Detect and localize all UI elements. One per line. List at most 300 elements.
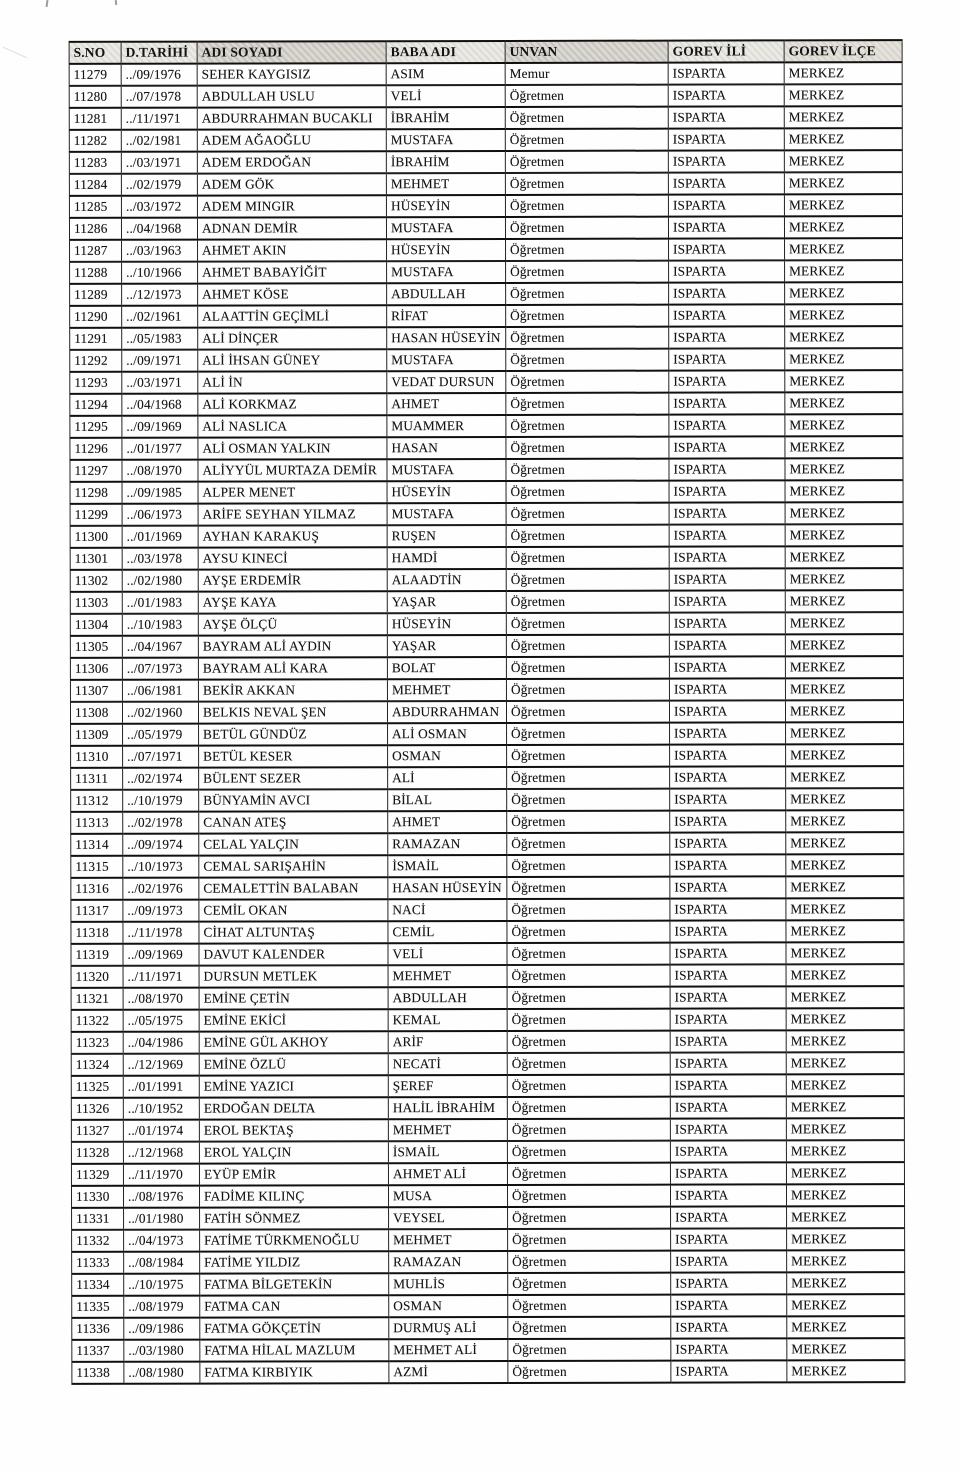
- cell-s-no: 11304: [70, 614, 122, 636]
- cell-gorev-ilce: MERKEZ: [785, 370, 903, 392]
- cell-gorev-ilce: MERKEZ: [786, 1184, 904, 1206]
- cell-unvan: Öğretmen: [506, 239, 669, 261]
- column-header-s-no: S.NO: [69, 42, 121, 64]
- table-row: [70, 326, 903, 350]
- cell-unvan: Öğretmen: [506, 349, 669, 371]
- cell-gorev-ili: ISPARTA: [670, 920, 786, 942]
- cell-unvan: Öğretmen: [505, 151, 668, 173]
- cell-d-tarihi: ../09/1976: [121, 64, 197, 86]
- table-row: [70, 414, 903, 438]
- table-row: [71, 920, 904, 944]
- table-row: [70, 612, 903, 636]
- cell-s-no: 11314: [71, 834, 123, 856]
- cell-unvan: Öğretmen: [505, 195, 668, 217]
- cell-adi-soyadi: EMİNE ÇETİN: [199, 987, 388, 1009]
- cell-s-no: 11289: [70, 284, 122, 306]
- cell-gorev-ilce: MERKEZ: [787, 1250, 905, 1272]
- cell-baba-adi: RAMAZAN: [389, 1251, 508, 1273]
- cell-gorev-ili: ISPARTA: [668, 216, 784, 238]
- cell-s-no: 11290: [70, 306, 122, 328]
- cell-baba-adi: VELİ: [386, 85, 505, 107]
- cell-d-tarihi: ../04/1973: [124, 1230, 200, 1252]
- cell-unvan: Öğretmen: [508, 1273, 671, 1295]
- cell-adi-soyadi: BEKİR AKKAN: [198, 679, 387, 701]
- cell-unvan: Öğretmen: [507, 899, 670, 921]
- cell-gorev-ili: ISPARTA: [670, 810, 786, 832]
- cell-adi-soyadi: CEMALETTİN BALABAN: [199, 877, 388, 899]
- cell-s-no: 11321: [71, 988, 123, 1010]
- cell-gorev-ili: ISPARTA: [669, 326, 785, 348]
- table-row: [72, 1360, 905, 1384]
- cell-gorev-ili: ISPARTA: [670, 744, 786, 766]
- table-row: [72, 1294, 905, 1318]
- cell-unvan: Öğretmen: [505, 85, 668, 107]
- cell-d-tarihi: ../01/1974: [123, 1120, 199, 1142]
- table-row: [70, 392, 903, 416]
- table-row: [71, 898, 904, 922]
- cell-d-tarihi: ../02/1960: [122, 702, 198, 724]
- cell-unvan: Öğretmen: [507, 921, 670, 943]
- cell-baba-adi: ABDULLAH: [388, 987, 507, 1009]
- cell-d-tarihi: ../05/1975: [123, 1010, 199, 1032]
- cell-gorev-ilce: MERKEZ: [785, 282, 903, 304]
- cell-baba-adi: MUSTAFA: [387, 349, 506, 371]
- cell-gorev-ilce: MERKEZ: [785, 590, 903, 612]
- cell-s-no: 11301: [70, 548, 122, 570]
- cell-baba-adi: ABDURRAHMAN: [387, 701, 506, 723]
- cell-gorev-ilce: MERKEZ: [785, 524, 903, 546]
- cell-unvan: Öğretmen: [507, 1075, 670, 1097]
- cell-adi-soyadi: AHMET AKIN: [198, 239, 387, 261]
- cell-adi-soyadi: EMİNE YAZICI: [199, 1075, 388, 1097]
- cell-s-no: 11328: [71, 1142, 123, 1164]
- cell-gorev-ili: ISPARTA: [668, 194, 784, 216]
- cell-baba-adi: DURMUŞ ALİ: [389, 1317, 508, 1339]
- table-row: [70, 458, 903, 482]
- cell-baba-adi: NACİ: [388, 899, 507, 921]
- cell-gorev-ili: ISPARTA: [671, 1294, 787, 1316]
- cell-gorev-ilce: MERKEZ: [787, 1272, 905, 1294]
- cell-unvan: Öğretmen: [506, 283, 669, 305]
- cell-gorev-ilce: MERKEZ: [785, 392, 903, 414]
- cell-d-tarihi: ../09/1985: [122, 482, 198, 504]
- cell-baba-adi: MUAMMER: [387, 415, 506, 437]
- cell-adi-soyadi: AYŞE KAYA: [198, 591, 387, 613]
- cell-gorev-ilce: MERKEZ: [785, 612, 903, 634]
- cell-s-no: 11333: [72, 1252, 124, 1274]
- cell-d-tarihi: ../03/1972: [121, 196, 197, 218]
- cell-gorev-ili: ISPARTA: [670, 1140, 786, 1162]
- table-row: [69, 128, 902, 152]
- table-row: [71, 1074, 904, 1098]
- cell-adi-soyadi: EMİNE ÖZLÜ: [199, 1053, 388, 1075]
- table-row: [71, 1118, 904, 1142]
- table-row: [70, 480, 903, 504]
- cell-d-tarihi: ../07/1973: [122, 658, 198, 680]
- cell-gorev-ilce: MERKEZ: [786, 744, 904, 766]
- cell-d-tarihi: ../02/1974: [123, 768, 199, 790]
- cell-gorev-ili: ISPARTA: [668, 84, 784, 106]
- cell-s-no: 11325: [71, 1076, 123, 1098]
- scan-speckle: [3, 47, 27, 58]
- cell-unvan: Öğretmen: [506, 393, 669, 415]
- cell-gorev-ilce: MERKEZ: [785, 568, 903, 590]
- cell-unvan: Öğretmen: [506, 437, 669, 459]
- cell-s-no: 11338: [72, 1362, 124, 1384]
- cell-d-tarihi: ../02/1976: [123, 878, 199, 900]
- cell-adi-soyadi: BÜNYAMİN AVCI: [199, 789, 388, 811]
- cell-unvan: Öğretmen: [505, 173, 668, 195]
- cell-gorev-ili: ISPARTA: [669, 656, 785, 678]
- cell-s-no: 11315: [71, 856, 123, 878]
- cell-unvan: Öğretmen: [507, 877, 670, 899]
- column-header-adi-soyadi: ADI SOYADI: [197, 41, 386, 63]
- cell-d-tarihi: ../10/1973: [123, 856, 199, 878]
- cell-gorev-ilce: MERKEZ: [787, 1206, 905, 1228]
- cell-gorev-ili: ISPARTA: [668, 150, 784, 172]
- cell-unvan: Öğretmen: [506, 569, 669, 591]
- cell-gorev-ili: ISPARTA: [669, 392, 785, 414]
- cell-baba-adi: MUHLİS: [389, 1273, 508, 1295]
- cell-unvan: Öğretmen: [508, 1295, 671, 1317]
- personnel-table: [69, 39, 906, 1385]
- cell-d-tarihi: ../11/1971: [121, 108, 197, 130]
- cell-s-no: 11285: [69, 196, 121, 218]
- cell-s-no: 11320: [71, 966, 123, 988]
- cell-baba-adi: MUSTAFA: [387, 503, 506, 525]
- cell-baba-adi: HÜSEYİN: [387, 239, 506, 261]
- cell-gorev-ili: ISPARTA: [669, 414, 785, 436]
- cell-gorev-ilce: MERKEZ: [785, 348, 903, 370]
- cell-baba-adi: AHMET ALİ: [388, 1163, 507, 1185]
- cell-gorev-ili: ISPARTA: [669, 700, 785, 722]
- cell-s-no: 11311: [71, 768, 123, 790]
- cell-gorev-ilce: MERKEZ: [787, 1294, 905, 1316]
- cell-baba-adi: HASAN HÜSEYİN: [387, 327, 506, 349]
- cell-s-no: 11298: [70, 482, 122, 504]
- cell-unvan: Öğretmen: [508, 1229, 671, 1251]
- table-row: [70, 568, 903, 592]
- cell-gorev-ili: ISPARTA: [670, 876, 786, 898]
- cell-gorev-ili: ISPARTA: [671, 1316, 787, 1338]
- table-row: [71, 964, 904, 988]
- cell-gorev-ilce: MERKEZ: [786, 810, 904, 832]
- cell-gorev-ilce: MERKEZ: [785, 546, 903, 568]
- table-row: [70, 436, 903, 460]
- cell-gorev-ili: ISPARTA: [670, 1074, 786, 1096]
- cell-adi-soyadi: FADİME KILINÇ: [199, 1185, 388, 1207]
- cell-s-no: 11312: [71, 790, 123, 812]
- table-row: [69, 106, 902, 130]
- column-header-baba-adi: BABA ADI: [386, 41, 505, 63]
- cell-baba-adi: İBRAHİM: [386, 151, 505, 173]
- cell-unvan: Öğretmen: [506, 503, 669, 525]
- table-row: [71, 1096, 904, 1120]
- cell-s-no: 11303: [70, 592, 122, 614]
- cell-baba-adi: BOLAT: [387, 657, 506, 679]
- cell-unvan: Öğretmen: [506, 371, 669, 393]
- cell-unvan: Öğretmen: [506, 481, 669, 503]
- cell-adi-soyadi: ALİ İHSAN GÜNEY: [198, 349, 387, 371]
- cell-baba-adi: AHMET: [387, 393, 506, 415]
- cell-d-tarihi: ../11/1970: [123, 1164, 199, 1186]
- cell-adi-soyadi: EMİNE EKİCİ: [199, 1009, 388, 1031]
- cell-gorev-ilce: MERKEZ: [784, 172, 902, 194]
- cell-unvan: Öğretmen: [507, 767, 670, 789]
- table-row: [69, 62, 902, 86]
- table-header-row: [69, 40, 902, 64]
- cell-s-no: 11286: [69, 218, 121, 240]
- cell-baba-adi: YAŞAR: [387, 635, 506, 657]
- cell-s-no: 11305: [70, 636, 122, 658]
- cell-baba-adi: RUŞEN: [387, 525, 506, 547]
- cell-s-no: 11294: [70, 394, 122, 416]
- cell-baba-adi: İBRAHİM: [386, 107, 505, 129]
- cell-baba-adi: RİFAT: [387, 305, 506, 327]
- scan-speckle: [46, 0, 49, 7]
- cell-gorev-ilce: MERKEZ: [785, 326, 903, 348]
- cell-gorev-ilce: MERKEZ: [785, 634, 903, 656]
- table-row: [71, 942, 904, 966]
- cell-d-tarihi: ../03/1963: [122, 240, 198, 262]
- cell-s-no: 11300: [70, 526, 122, 548]
- cell-baba-adi: HASAN HÜSEYİN: [388, 877, 507, 899]
- cell-adi-soyadi: EROL BEKTAŞ: [199, 1119, 388, 1141]
- cell-d-tarihi: ../09/1986: [124, 1318, 200, 1340]
- cell-adi-soyadi: CİHAT ALTUNTAŞ: [199, 921, 388, 943]
- cell-baba-adi: AZMİ: [389, 1361, 508, 1383]
- cell-adi-soyadi: SEHER KAYGISIZ: [197, 63, 386, 85]
- cell-unvan: Öğretmen: [505, 217, 668, 239]
- cell-unvan: Öğretmen: [507, 1031, 670, 1053]
- cell-d-tarihi: ../09/1971: [122, 350, 198, 372]
- cell-gorev-ili: ISPARTA: [668, 128, 784, 150]
- cell-baba-adi: MEHMET: [387, 679, 506, 701]
- cell-s-no: 11306: [70, 658, 122, 680]
- cell-s-no: 11288: [70, 262, 122, 284]
- cell-baba-adi: RAMAZAN: [388, 833, 507, 855]
- cell-unvan: Memur: [505, 63, 668, 85]
- cell-s-no: 11299: [70, 504, 122, 526]
- cell-d-tarihi: ../08/1979: [124, 1296, 200, 1318]
- cell-adi-soyadi: EROL YALÇIN: [199, 1141, 388, 1163]
- column-header-gorev-ilce: GOREV İLÇE: [784, 40, 902, 62]
- cell-adi-soyadi: ALİ DİNÇER: [198, 327, 387, 349]
- cell-gorev-ili: ISPARTA: [671, 1206, 787, 1228]
- cell-gorev-ilce: MERKEZ: [785, 678, 903, 700]
- table-row: [71, 722, 904, 746]
- cell-gorev-ilce: MERKEZ: [786, 1162, 904, 1184]
- cell-adi-soyadi: FATMA HİLAL MAZLUM: [200, 1339, 389, 1361]
- cell-gorev-ili: ISPARTA: [668, 106, 784, 128]
- cell-gorev-ilce: MERKEZ: [784, 106, 902, 128]
- table-row: [70, 700, 903, 724]
- cell-baba-adi: İSMAİL: [388, 855, 507, 877]
- cell-s-no: 11310: [71, 746, 123, 768]
- cell-baba-adi: HASAN: [387, 437, 506, 459]
- cell-unvan: Öğretmen: [507, 811, 670, 833]
- cell-unvan: Öğretmen: [507, 1053, 670, 1075]
- cell-unvan: Öğretmen: [507, 1097, 670, 1119]
- cell-baba-adi: ŞEREF: [388, 1075, 507, 1097]
- cell-gorev-ili: ISPARTA: [669, 238, 785, 260]
- cell-d-tarihi: ../04/1967: [122, 636, 198, 658]
- cell-unvan: Öğretmen: [506, 547, 669, 569]
- cell-d-tarihi: ../09/1973: [123, 900, 199, 922]
- cell-unvan: Öğretmen: [506, 635, 669, 657]
- cell-unvan: Öğretmen: [507, 833, 670, 855]
- cell-unvan: Öğretmen: [506, 657, 669, 679]
- table-row: [70, 502, 903, 526]
- cell-gorev-ili: ISPARTA: [669, 678, 785, 700]
- cell-adi-soyadi: ALAATTİN GEÇİMLİ: [198, 305, 387, 327]
- cell-gorev-ilce: MERKEZ: [786, 876, 904, 898]
- cell-d-tarihi: ../06/1981: [122, 680, 198, 702]
- table-row: [70, 260, 903, 284]
- cell-gorev-ili: ISPARTA: [670, 1118, 786, 1140]
- cell-adi-soyadi: ADEM ERDOĞAN: [197, 151, 386, 173]
- table-row: [72, 1338, 905, 1362]
- cell-adi-soyadi: AYŞE ERDEMİR: [198, 569, 387, 591]
- cell-d-tarihi: ../09/1969: [123, 944, 199, 966]
- cell-gorev-ilce: MERKEZ: [785, 304, 903, 326]
- cell-d-tarihi: ../01/1991: [123, 1076, 199, 1098]
- cell-s-no: 11293: [70, 372, 122, 394]
- cell-gorev-ili: ISPARTA: [670, 1162, 786, 1184]
- cell-d-tarihi: ../10/1975: [124, 1274, 200, 1296]
- cell-adi-soyadi: ADNAN DEMİR: [197, 217, 386, 239]
- cell-baba-adi: MEHMET: [389, 1229, 508, 1251]
- cell-gorev-ili: ISPARTA: [669, 502, 785, 524]
- cell-s-no: 11337: [72, 1340, 124, 1362]
- cell-gorev-ili: ISPARTA: [669, 568, 785, 590]
- cell-adi-soyadi: CANAN ATEŞ: [199, 811, 388, 833]
- cell-s-no: 11330: [71, 1186, 123, 1208]
- cell-adi-soyadi: AHMET BABAYİĞİT: [198, 261, 387, 283]
- cell-adi-soyadi: FATİME TÜRKMENOĞLU: [200, 1229, 389, 1251]
- cell-unvan: Öğretmen: [506, 591, 669, 613]
- table-row: [71, 1140, 904, 1164]
- cell-s-no: 11296: [70, 438, 122, 460]
- cell-gorev-ilce: MERKEZ: [786, 1118, 904, 1140]
- cell-adi-soyadi: AYHAN KARAKUŞ: [198, 525, 387, 547]
- cell-adi-soyadi: ALİ NASLICA: [198, 415, 387, 437]
- cell-unvan: Öğretmen: [506, 327, 669, 349]
- table-row: [71, 1052, 904, 1076]
- table-row: [72, 1272, 905, 1296]
- cell-gorev-ilce: MERKEZ: [786, 986, 904, 1008]
- cell-adi-soyadi: DURSUN METLEK: [199, 965, 388, 987]
- cell-gorev-ilce: MERKEZ: [785, 700, 903, 722]
- cell-d-tarihi: ../02/1981: [121, 130, 197, 152]
- cell-gorev-ili: ISPARTA: [669, 370, 785, 392]
- cell-baba-adi: VEDAT DURSUN: [387, 371, 506, 393]
- column-header-unvan: UNVAN: [505, 41, 668, 63]
- cell-gorev-ilce: MERKEZ: [787, 1228, 905, 1250]
- cell-d-tarihi: ../01/1969: [122, 526, 198, 548]
- cell-baba-adi: OSMAN: [388, 745, 507, 767]
- cell-unvan: Öğretmen: [506, 459, 669, 481]
- cell-baba-adi: HAMDİ: [387, 547, 506, 569]
- cell-adi-soyadi: CEMİL OKAN: [199, 899, 388, 921]
- cell-baba-adi: BİLAL: [388, 789, 507, 811]
- cell-d-tarihi: ../01/1977: [122, 438, 198, 460]
- cell-s-no: 11284: [69, 174, 121, 196]
- cell-gorev-ili: ISPARTA: [669, 612, 785, 634]
- cell-gorev-ilce: MERKEZ: [786, 898, 904, 920]
- cell-d-tarihi: ../03/1978: [122, 548, 198, 570]
- table-row: [71, 744, 904, 768]
- cell-d-tarihi: ../09/1974: [123, 834, 199, 856]
- cell-unvan: Öğretmen: [506, 701, 669, 723]
- table-row: [71, 810, 904, 834]
- cell-adi-soyadi: AYSU KINECİ: [198, 547, 387, 569]
- cell-s-no: 11329: [71, 1164, 123, 1186]
- table-row: [71, 832, 904, 856]
- cell-d-tarihi: ../09/1969: [122, 416, 198, 438]
- cell-adi-soyadi: EMİNE GÜL AKHOY: [199, 1031, 388, 1053]
- cell-gorev-ili: ISPARTA: [669, 260, 785, 282]
- cell-gorev-ilce: MERKEZ: [784, 194, 902, 216]
- cell-gorev-ili: ISPARTA: [669, 590, 785, 612]
- cell-gorev-ilce: MERKEZ: [784, 216, 902, 238]
- cell-baba-adi: MUSTAFA: [386, 129, 505, 151]
- cell-adi-soyadi: BÜLENT SEZER: [199, 767, 388, 789]
- cell-adi-soyadi: CELAL YALÇIN: [199, 833, 388, 855]
- table-row: [71, 1030, 904, 1054]
- cell-baba-adi: HÜSEYİN: [387, 613, 506, 635]
- cell-gorev-ili: ISPARTA: [670, 1030, 786, 1052]
- cell-gorev-ilce: MERKEZ: [786, 964, 904, 986]
- cell-d-tarihi: ../08/1976: [123, 1186, 199, 1208]
- cell-adi-soyadi: ALİ İN: [198, 371, 387, 393]
- table-row: [71, 1008, 904, 1032]
- cell-baba-adi: MEHMET: [388, 1119, 507, 1141]
- cell-d-tarihi: ../04/1986: [123, 1032, 199, 1054]
- cell-baba-adi: ALİ OSMAN: [388, 723, 507, 745]
- cell-gorev-ilce: MERKEZ: [785, 238, 903, 260]
- cell-gorev-ili: ISPARTA: [669, 282, 785, 304]
- cell-gorev-ili: ISPARTA: [671, 1228, 787, 1250]
- cell-unvan: Öğretmen: [508, 1207, 671, 1229]
- cell-baba-adi: AHMET: [388, 811, 507, 833]
- cell-adi-soyadi: AYŞE ÖLÇÜ: [198, 613, 387, 635]
- cell-gorev-ilce: MERKEZ: [785, 656, 903, 678]
- cell-d-tarihi: ../03/1980: [124, 1340, 200, 1362]
- cell-gorev-ili: ISPARTA: [670, 964, 786, 986]
- cell-unvan: Öğretmen: [508, 1361, 671, 1383]
- cell-unvan: Öğretmen: [507, 723, 670, 745]
- cell-gorev-ili: ISPARTA: [670, 1008, 786, 1030]
- cell-unvan: Öğretmen: [506, 415, 669, 437]
- cell-gorev-ilce: MERKEZ: [786, 766, 904, 788]
- cell-d-tarihi: ../11/1971: [123, 966, 199, 988]
- cell-d-tarihi: ../12/1968: [123, 1142, 199, 1164]
- cell-s-no: 11334: [72, 1274, 124, 1296]
- table-row: [70, 282, 903, 306]
- cell-s-no: 11318: [71, 922, 123, 944]
- cell-gorev-ili: ISPARTA: [670, 788, 786, 810]
- cell-s-no: 11323: [71, 1032, 123, 1054]
- table-row: [71, 766, 904, 790]
- table-row: [71, 854, 904, 878]
- cell-baba-adi: HÜSEYİN: [386, 195, 505, 217]
- cell-gorev-ilce: MERKEZ: [784, 84, 902, 106]
- cell-d-tarihi: ../04/1968: [121, 218, 197, 240]
- table-row: [71, 876, 904, 900]
- cell-unvan: Öğretmen: [508, 1251, 671, 1273]
- table-row: [72, 1250, 905, 1274]
